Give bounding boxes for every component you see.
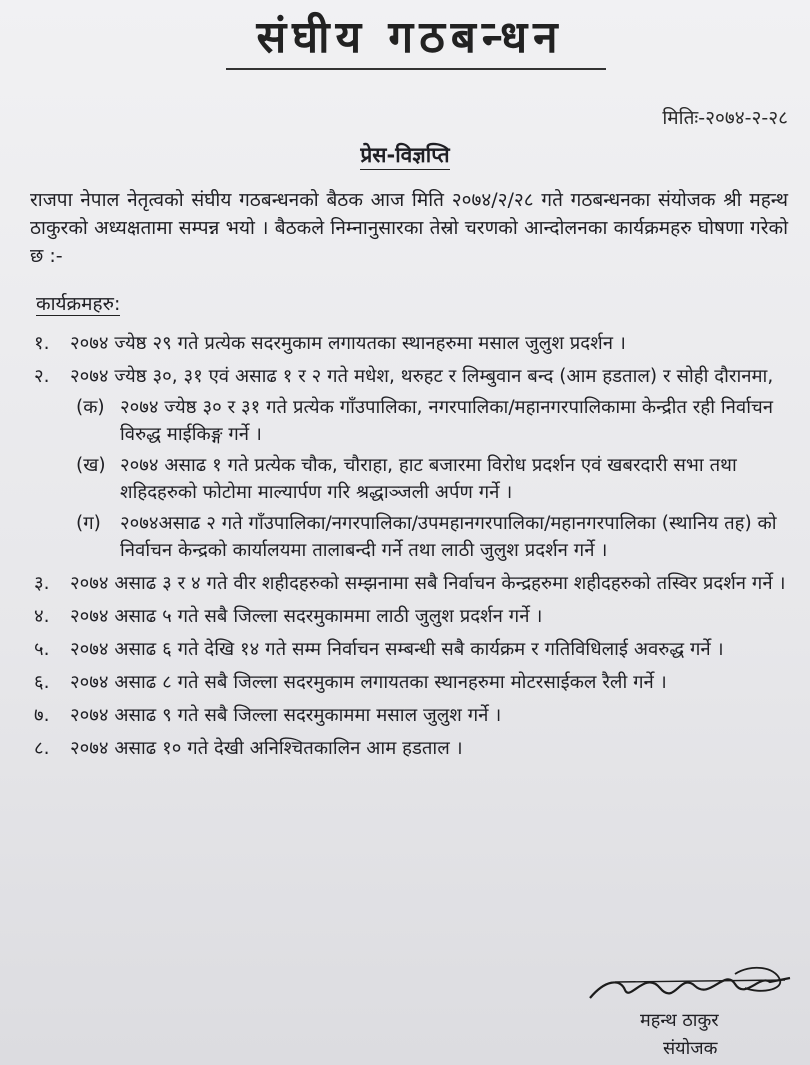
program-item-2-body: [70, 363, 792, 564]
sub-item-label: (ग): [76, 513, 101, 534]
program-text: २०७४ ज्येष्ठ २९ गते प्रत्येक सदरमुकाम लगायतका स्थानहरुमा मसाल जुलुश प्रदर्शन ।: [70, 333, 626, 354]
sub-item-kha: [76, 452, 792, 506]
program-number: ४.: [34, 606, 50, 627]
program-number: १.: [34, 333, 50, 354]
program-text: २०७४ असाढ ३ र ४ गते वीर शहीदहरुको सम्झनामा सबै निर्वाचन केन्द्रहरुमा शहीदहरुको तस्विर प्रदर्शन गर्ने ।: [70, 573, 786, 594]
document-title: संघीय गठबन्धन: [256, 12, 564, 63]
program-item-8: [34, 735, 792, 762]
program-number: ३.: [34, 573, 50, 594]
release-date: मितिः-२०७४-२-२८: [662, 107, 788, 129]
sub-item-ga: [76, 510, 792, 564]
program-text: २०७४ असाढ ८ गते सबै जिल्ला सदरमुकाम लगायतका स्थानहरुमा मोटरसाईकल रैली गर्ने ।: [70, 672, 667, 693]
title-underline: [226, 68, 606, 70]
program-item-1: [34, 330, 792, 357]
program-item-4: [34, 603, 792, 630]
programs-heading-text: कार्यक्रमहरु:: [36, 293, 121, 315]
sub-item-text: २०७४असाढ २ गते गाँउपालिका/नगरपालिका/उपमहानगरपालिका/महानगरपालिका (स्थानिय तह) को निर्वाचन केन्द्रको कार्यालयमा तालाबन्दी गर्ने तथा लाठी जुलुश प्रदर्शन गर्ने ।: [120, 513, 777, 561]
program-number: २.: [34, 366, 50, 387]
sub-item-label: (ख): [76, 455, 106, 476]
sub-item-text: २०७४ ज्येष्ठ ३० र ३१ गते प्रत्येक गाँउपालिका, नगरपालिका/महानगरपालिकामा केन्द्रीत रही निर्वाचन विरुद्ध माईकिङ्ग गर्ने ।: [120, 397, 774, 445]
program-number: ५.: [34, 639, 50, 660]
program-text: २०७४ असाढ ५ गते सबै जिल्ला सदरमुकाममा लाठी जुलुश प्रदर्शन गर्ने ।: [70, 606, 543, 627]
program-text: २०७४ असाढ ९ गते सबै जिल्ला सदरमुकाममा मसाल जुलुश गर्ने ।: [70, 705, 502, 726]
sub-item-label: (क): [76, 397, 105, 418]
program-item-7: [34, 702, 792, 729]
program-item-5: [34, 636, 792, 663]
program-item-2: [34, 363, 792, 564]
intro-paragraph: राजपा नेपाल नेतृत्वको संघीय गठबन्धनको बैठक आज मिति २०७४/२/२८ गते गठबन्धनका संयोजक श्री महन्थ ठाकुरको अध्यक्षतामा सम्पन्न भयो । बैठकले निम्नानुसारका तेस्रो चरणको आन्दोलनका कार्यक्रमहरु घोषणा गरेको छ :-: [30, 189, 788, 267]
program-text: २०७४ ज्येष्ठ ३०, ३१ एवं असाढ १ र २ गते मधेश, थरुहट र लिम्बुवान बन्द (आम हडताल) र सोही दौरानमा,: [70, 366, 774, 387]
program-number: ६.: [34, 672, 50, 693]
signatory-name: महन्थ ठाकुर: [640, 1010, 719, 1031]
program-number: ७.: [34, 705, 50, 726]
signatory-role: संयोजक: [663, 1038, 718, 1059]
program-text: २०७४ असाढ ६ गते देखि १४ गते सम्म निर्वाचन सम्बन्धी सबै कार्यक्रम र गतिविधिलाई अवरुद्ध गर्ने ।: [70, 639, 724, 660]
program-list: [34, 330, 792, 768]
sub-item-text: २०७४ असाढ १ गते प्रत्येक चौक, चौराहा, हाट बजारमा विरोध प्रदर्शन एवं खबरदारी सभा तथा शहिदहरुको फोटोमा माल्यार्पण गरि श्रद्धाञ्जली अर्पण गर्ने ।: [120, 455, 737, 503]
press-release-heading: [0, 141, 810, 169]
sub-item-ka: [76, 394, 792, 448]
programs-heading: [36, 290, 120, 316]
program-text: २०७४ असाढ १० गते देखी अनिश्चितकालिन आम हडताल ।: [70, 738, 463, 759]
program-number: ८.: [34, 738, 50, 759]
handwritten-signature: [585, 960, 795, 1010]
program-item-3: [34, 570, 792, 597]
press-release-heading-text: प्रेस-विज्ञप्ति: [360, 143, 449, 170]
program-item-6: [34, 669, 792, 696]
